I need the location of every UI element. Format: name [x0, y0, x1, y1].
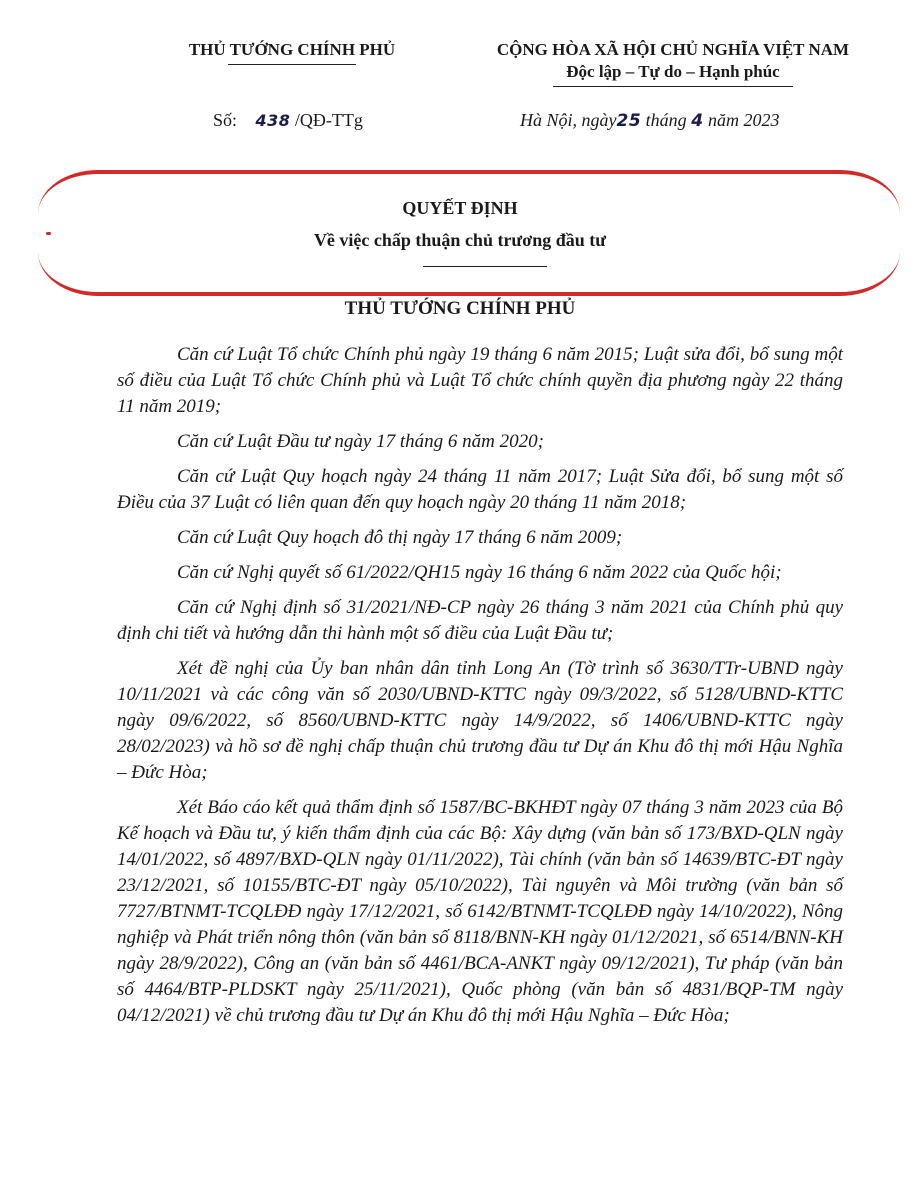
date-month-label: tháng	[645, 110, 687, 130]
preamble-paragraph: Xét đề nghị của Ủy ban nhân dân tỉnh Long An (Tờ trình số 3630/TTr-UBND ngày 10/11/2021 và các công văn số 2030/UBND-KTTC ngày 09/3/2022, số 5128/UBND-KTTC ngày 09/6/2022, số 8560/UBND-KTTC ngày 14/9/2022, số 1406/UBND-KTTC ngày 28/02/2023) và hồ sơ đề nghị chấp thuận chủ trương đầu tư Dự án Khu đô thị mới Hậu Nghĩa – Đức Hòa;	[117, 658, 843, 783]
national-title-block	[458, 40, 888, 87]
preamble-paragraph: Căn cứ Luật Tổ chức Chính phủ ngày 19 tháng 6 năm 2015; Luật sửa đổi, bổ sung một số điều của Luật Tổ chức Chính phủ và Luật Tổ chức chính quyền địa phương ngày 22 tháng 11 năm 2019;	[117, 344, 843, 417]
decision-subtitle: Về việc chấp thuận chủ trương đầu tư	[313, 230, 607, 250]
preamble-paragraph: Căn cứ Luật Quy hoạch đô thị ngày 17 tháng 6 năm 2009;	[177, 527, 623, 548]
national-name: CỘNG HÒA XÃ HỘI CHỦ NGHĨA VIỆT NAM	[496, 40, 850, 59]
decision-title: QUYẾT ĐỊNH	[402, 198, 518, 218]
preamble-paragraph: Căn cứ Nghị định số 31/2021/NĐ-CP ngày 26 tháng 3 năm 2021 của Chính phủ quy định chi tiết và hướng dẫn thi hành một số điều của Luật Đầu tư;	[117, 597, 843, 644]
date-place: Hà Nội, ngày	[520, 110, 617, 130]
handwritten-number: 438	[255, 111, 291, 130]
handwritten-month: 4	[691, 111, 704, 131]
issuing-agency-block	[172, 40, 412, 65]
preamble-body	[117, 342, 843, 1038]
preamble-paragraph: Xét Báo cáo kết quả thẩm định số 1587/BC-BKHĐT ngày 07 tháng 3 năm 2023 của Bộ Kế hoạch và Đầu tư, ý kiến thẩm định của các Bộ: Xây dựng (văn bản số 173/BXD-QLN ngày 14/01/2022, số 4897/BXD-QLN ngày 01/11/2022), Tài chính (văn bản số 14639/BTC-ĐT ngày 23/12/2021, số 10155/BTC-ĐT ngày 05/10/2022), Tài nguyên và Môi trường (văn bản số 7727/BTNMT-TCQLĐĐ ngày 17/12/2021, số 6142/BTNMT-TCQLĐĐ ngày 14/10/2022), Nông nghiệp và Phát triển nông thôn (văn bản số 8118/BNN-KH ngày 01/12/2021, số 6514/BNN-KH ngày 28/9/2022), Công an (văn bản số 4461/BCA-ANKT ngày 09/12/2021), Tư pháp (văn bản số 4464/BTP-PLDSKT ngày 25/11/2021), Quốc phòng (văn bản số 4831/BQP-TM ngày 04/12/2021) về chủ trương đầu tư Dự án Khu đô thị mới Hậu Nghĩa – Đức Hòa;	[117, 797, 843, 1026]
document-number	[213, 110, 363, 131]
issue-date	[520, 110, 780, 131]
issuing-agency: THỦ TƯỚNG CHÍNH PHỦ	[188, 40, 396, 59]
preamble-paragraph: Căn cứ Luật Đầu tư ngày 17 tháng 6 năm 2020;	[177, 431, 544, 452]
national-motto: Độc lập – Tự do – Hạnh phúc	[566, 62, 780, 81]
motto-underline	[553, 86, 793, 87]
date-year: năm 2023	[708, 110, 780, 130]
authority-heading: THỦ TƯỚNG CHÍNH PHỦ	[344, 298, 576, 319]
number-prefix: Số:	[213, 110, 238, 130]
preamble-paragraph: Căn cứ Luật Quy hoạch ngày 24 tháng 11 năm 2017; Luật Sửa đổi, bổ sung một số Điều của 37 Luật có liên quan đến quy hoạch ngày 20 tháng 11 năm 2018;	[117, 466, 843, 513]
agency-underline	[228, 64, 356, 65]
handwritten-day: 25	[616, 111, 642, 131]
subtitle-underline	[423, 266, 547, 267]
preamble-paragraph: Căn cứ Nghị quyết số 61/2022/QH15 ngày 16 tháng 6 năm 2022 của Quốc hội;	[177, 562, 782, 583]
number-suffix: /QĐ-TTg	[294, 110, 363, 130]
